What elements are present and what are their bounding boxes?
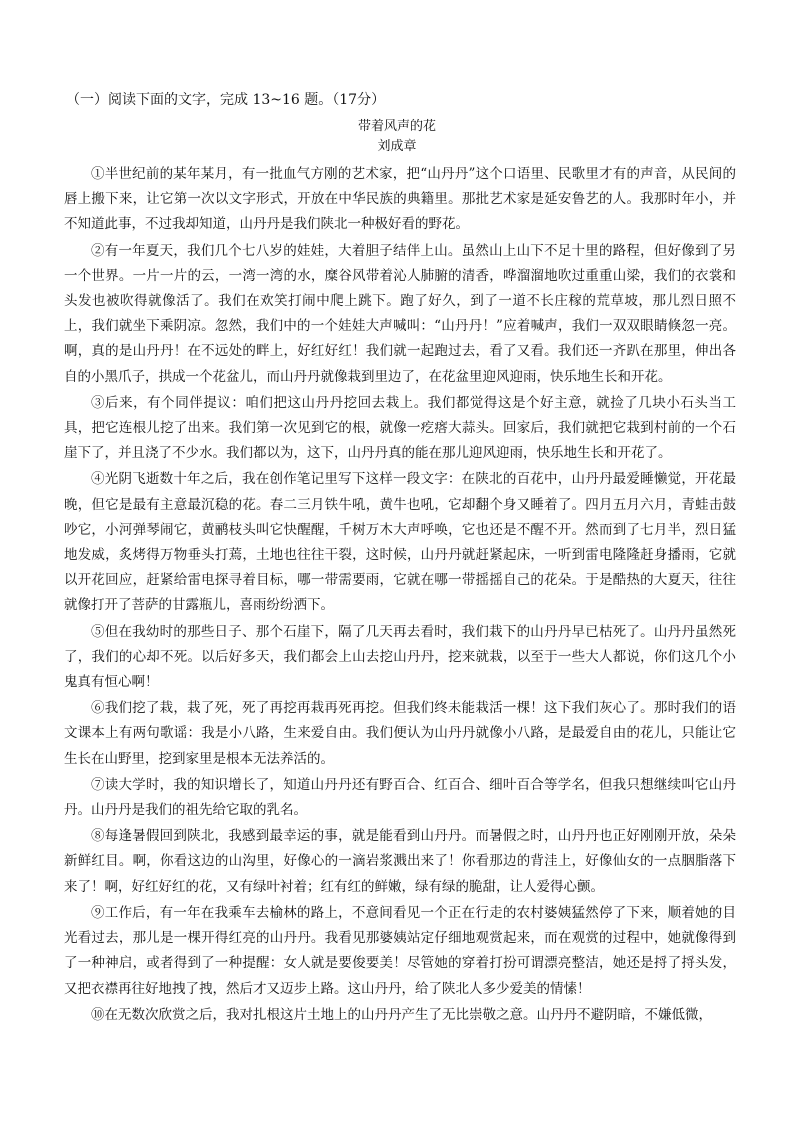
paragraph-5: ⑤但在我幼时的那些日子、那个石崖下，隔了几天再去看时，我们栽下的山丹丹早已枯死了。山丹丹虽然死了，我们的心却不死。以后好多天，我们都会上山去挖山丹丹，挖来就栽，以至于一些大人都说，你们这几个小鬼真有恒心啊！: [64, 623, 736, 691]
paragraph-8: ⑧每逢暑假回到陕北，我感到最幸运的事，就是能看到山丹丹。而暑假之时，山丹丹也正好刚刚开放，朵朵新鲜红目。啊，你看这边的山沟里，好像心的一滴岩浆溅出来了！你看那边的背洼上，好像仙女的一点胭脂落下来了！啊，好红好红的花，又有绿叶衬着；红有红的鲜嫩，绿有绿的脆甜，让人爱得心颤。: [64, 828, 736, 895]
article-title: 带着风声的花: [357, 119, 436, 134]
question-instruction: （一）阅读下面的文字，完成 13~16 题。（17分）: [66, 92, 386, 108]
paragraph-2: ②有一年夏天，我们几个七八岁的娃娃，大着胆子结伴上山。虽然山上山下不足十里的路程，但好像到了另一个世界。一片一片的云，一湾一湾的水，糜谷风带着沁人肺腑的清香，哗溜溜地吹过重重山梁，我们的衣裳和头发也被吹得就像活了。我们在欢笑打闹中爬上跳下。跑了好久，到了一道不长庄稼的荒草坡，那儿烈日照不上，我们就坐下乘阴凉。忽然，我们中的一个娃娃大声喊叫：“山丹丹！”应着喊声，我们一双双眼睛倏忽一亮。啊，真的是山丹丹！在不远处的畔上，好红好红！我们就一起跑过去，看了又看。我们还一齐趴在那里，伸出各自的小黑爪子，拱成一个花盆儿，而山丹丹就像栽到里边了，在花盆里迎风迎雨，快乐地生长和开花。: [64, 242, 736, 385]
paragraph-3: ③后来，有个同伴提议：咱们把这山丹丹挖回去栽上。我们都觉得这是个好主意，就捡了几块小石头当工具，把它连根儿挖了出来。我们第一次见到它的根，就像一疙瘩大蒜头。回家后，我们就把它栽到村前的一个石崖下了，并且浇了不少水。我们都以为，这下，山丹丹真的能在那儿迎风迎雨，快乐地生长和开花了。: [64, 394, 736, 462]
article-author: 刘成章: [377, 139, 417, 154]
paragraph-10: ⑩在无数次欣赏之后，我对扎根这片土地上的山丹丹产生了无比崇敬之意。山丹丹不避阴暗，不嫌低微，: [91, 1006, 712, 1023]
paragraph-9: ⑨工作后，有一年在我乘车去榆林的路上，不意间看见一个正在行走的农村婆姨猛然停了下来，顺着她的目光看过去，那儿是一棵开得红亮的山丹丹。我看见那婆姨站定仔细地观赏起来，而在观赏的过程中，她就像得到了一种神启，或者得到了一种提醒：女人就是要俊要美！尽管她的穿着打扮可谓漂亮整洁，她还是捋了捋头发，又把衣襟再往好地拽了拽，然后才又迈步上路。这山丹丹，给了陕北人多少爱美的情愫！: [64, 904, 736, 997]
paragraph-1: ①半世纪前的某年某月，有一批血气方刚的艺术家，把“山丹丹”这个口语里、民歌里才有的声音，从民间的唇上搬下来，让它第一次以文字形式，开放在中华民族的典籍里。那批艺术家是延安鲁艺的人。我那时年小，并不知道此事，不过我却知道，山丹丹是我们陕北一种极好看的野花。: [64, 166, 736, 233]
paragraph-6: ⑥我们挖了栽，栽了死，死了再挖再栽再死再挖。但我们终未能栽活一棵！这下我们灰心了。那时我们的语文课本上有两句歌谣：我是小八路，生来爱自由。我们便认为山丹丹就像小八路，是最爱自由的花儿，只能让它生长在山野里，挖到家里是根本无法养活的。: [64, 700, 736, 767]
paragraph-4: ④光阴飞逝数十年之后，我在创作笔记里写下这样一段文字：在陕北的百花中，山丹丹最爱睡懒觉，开花最晚，但它是最有主意最沉稳的花。春二三月铁牛吼，黄牛也吼，它却翻个身又睡着了。四月五月六月，青蛙击鼓吵它，小河弹琴闹它，黄鹂枝头叫它快醒醒，千树万木大声呼唤，它也还是不醒不开。然而到了七月半，烈日猛地发威，炙烤得万物垂头打蔫，土地也往往干裂，这时候，山丹丹就赶紧起床，一听到雷电隆隆赶身播雨，它就以开花回应，赶紧给雷电探寻着目标，哪一带需要雨，它就在哪一带摇摇自己的花朵。于是酷热的大夏天，往往就像打开了菩萨的甘露瓶儿，喜雨纷纷洒下。: [64, 471, 736, 614]
paragraph-7: ⑦读大学时，我的知识增长了，知道山丹丹还有野百合、红百合、细叶百合等学名，但我只想继续叫它山丹丹。山丹丹是我们的祖先给它取的乳名。: [64, 776, 736, 819]
article-body: [64, 162, 736, 1029]
